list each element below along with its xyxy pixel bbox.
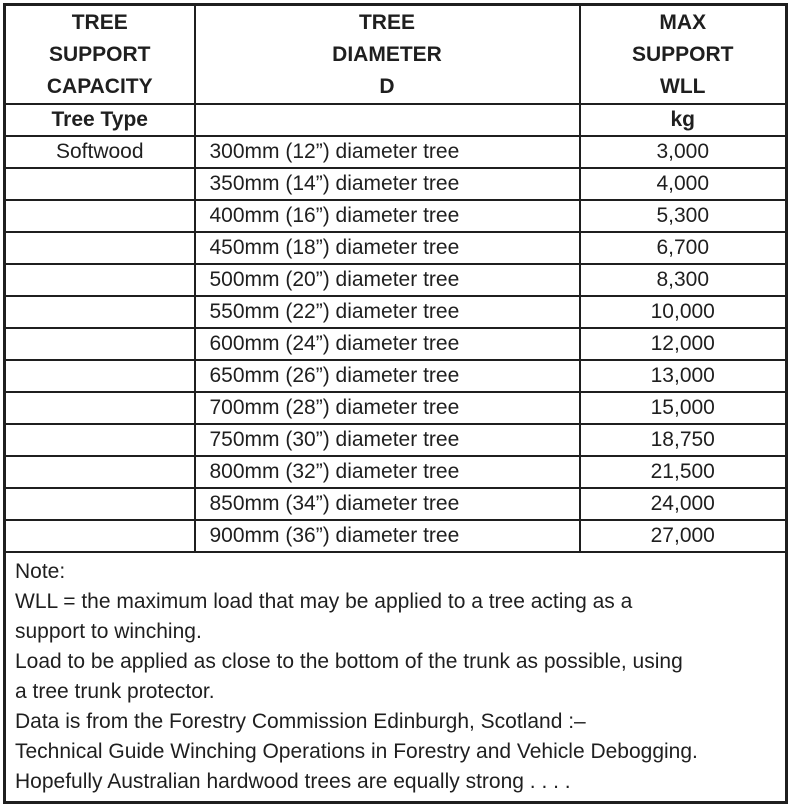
cell-wll: 13,000	[580, 360, 787, 392]
cell-wll: 3,000	[580, 136, 787, 168]
table-subheader-row	[5, 104, 787, 136]
cell-tree-type	[5, 424, 195, 456]
table-row	[5, 424, 787, 456]
header-cell-tree-support-capacity	[5, 5, 195, 105]
cell-tree-type	[5, 232, 195, 264]
cell-diameter: 700mm (28”) diameter tree	[195, 392, 580, 424]
table-row	[5, 296, 787, 328]
header-line: WLL	[660, 74, 706, 98]
cell-diameter: 650mm (26”) diameter tree	[195, 360, 580, 392]
header-line: SUPPORT	[48, 42, 151, 66]
cell-diameter: 800mm (32”) diameter tree	[195, 456, 580, 488]
table-row	[5, 168, 787, 200]
cell-diameter: 600mm (24”) diameter tree	[195, 328, 580, 360]
cell-tree-type	[5, 360, 195, 392]
cell-wll: 5,300	[580, 200, 787, 232]
table-row	[5, 200, 787, 232]
note-line: Hopefully Australian hardwood trees are equally strong . . . .	[15, 770, 571, 793]
note-block	[5, 552, 787, 803]
cell-tree-type	[5, 264, 195, 296]
table-header-row	[5, 5, 787, 105]
cell-diameter: 300mm (12”) diameter tree	[195, 136, 580, 168]
subheader-unit-label: kg	[580, 104, 787, 136]
note-line: WLL = the maximum load that may be applied to a tree acting as a	[15, 590, 633, 613]
table-row	[5, 232, 787, 264]
table-row	[5, 328, 787, 360]
table-row	[5, 456, 787, 488]
note-line: Technical Guide Winching Operations in Forestry and Vehicle Debogging.	[15, 740, 698, 763]
cell-wll: 21,500	[580, 456, 787, 488]
cell-diameter: 550mm (22”) diameter tree	[195, 296, 580, 328]
table-row	[5, 136, 787, 168]
cell-wll: 8,300	[580, 264, 787, 296]
header-cell-max-support-wll	[580, 5, 787, 105]
table-row	[5, 360, 787, 392]
note-row	[5, 552, 787, 803]
cell-diameter: 750mm (30”) diameter tree	[195, 424, 580, 456]
cell-wll: 18,750	[580, 424, 787, 456]
note-line: Data is from the Forestry Commission Edinburgh, Scotland :–	[15, 710, 586, 733]
table-row	[5, 264, 787, 296]
cell-tree-type	[5, 520, 195, 552]
header-cell-tree-diameter	[195, 5, 580, 105]
cell-diameter: 900mm (36”) diameter tree	[195, 520, 580, 552]
cell-wll: 15,000	[580, 392, 787, 424]
cell-tree-type	[5, 200, 195, 232]
cell-wll: 10,000	[580, 296, 787, 328]
cell-tree-type: Softwood	[5, 136, 195, 168]
cell-diameter: 850mm (34”) diameter tree	[195, 488, 580, 520]
document-page	[3, 3, 785, 804]
header-line: DIAMETER	[332, 42, 442, 66]
cell-tree-type	[5, 168, 195, 200]
header-line: TREE	[358, 10, 415, 34]
header-line: MAX	[659, 10, 707, 34]
cell-diameter: 350mm (14”) diameter tree	[195, 168, 580, 200]
note-line: support to winching.	[15, 620, 202, 643]
tree-support-table	[3, 3, 788, 804]
header-line: CAPACITY	[46, 74, 153, 98]
cell-diameter: 400mm (16”) diameter tree	[195, 200, 580, 232]
cell-wll: 24,000	[580, 488, 787, 520]
header-line: SUPPORT	[631, 42, 734, 66]
cell-wll: 6,700	[580, 232, 787, 264]
cell-tree-type	[5, 296, 195, 328]
cell-tree-type	[5, 392, 195, 424]
cell-diameter: 450mm (18”) diameter tree	[195, 232, 580, 264]
header-line: TREE	[71, 10, 128, 34]
subheader-diameter-empty-cell	[195, 104, 580, 136]
table-row	[5, 488, 787, 520]
cell-wll: 12,000	[580, 328, 787, 360]
note-line: Load to be applied as close to the bottom of the trunk as possible, using	[15, 650, 683, 673]
cell-tree-type	[5, 328, 195, 360]
table-row	[5, 392, 787, 424]
cell-tree-type	[5, 488, 195, 520]
note-line: Note:	[15, 560, 66, 583]
cell-wll: 27,000	[580, 520, 787, 552]
subheader-tree-type-label: Tree Type	[5, 104, 195, 136]
cell-wll: 4,000	[580, 168, 787, 200]
header-line: D	[379, 74, 395, 98]
cell-diameter: 500mm (20”) diameter tree	[195, 264, 580, 296]
note-line: a tree trunk protector.	[15, 680, 215, 703]
table-row	[5, 520, 787, 552]
cell-tree-type	[5, 456, 195, 488]
